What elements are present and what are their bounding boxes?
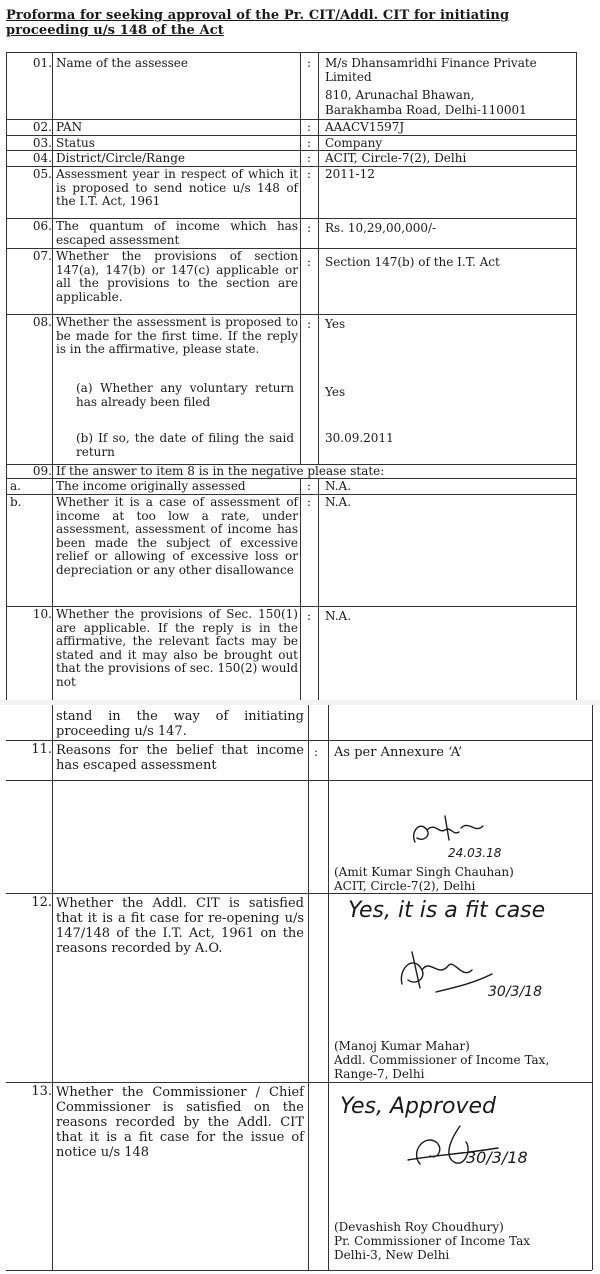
item-number: 10. bbox=[32, 607, 52, 621]
item-number: 02. bbox=[32, 120, 52, 134]
table-rule bbox=[6, 1082, 592, 1083]
table-rule bbox=[6, 1270, 592, 1271]
item-number: 05. bbox=[32, 167, 52, 181]
answer-low-rate: N.A. bbox=[325, 495, 352, 509]
item-number: 11. bbox=[31, 742, 52, 757]
question-text: Whether the Addl. CIT is satisfied that it is a fit case for re-opening u/s 147/148 of the I.T. Act, 1961 on the reasons recorded by A.O. bbox=[56, 896, 304, 956]
answer-reasons: As per Annexure ‘A’ bbox=[334, 745, 463, 760]
question-text: Reasons for the belief that income has escaped assessment bbox=[56, 743, 304, 773]
colon-separator: : bbox=[306, 609, 312, 623]
item-number: 03. bbox=[32, 136, 52, 150]
question-text: Whether it is a case of assessment of income at too low a rate, under assessment, assessment of income has been made the subject of excessive relief or allowing of excessive loss or depreciation or any other disallowance bbox=[56, 495, 298, 577]
answer-assessee-address: Barakhamba Road, Delhi-110001 bbox=[325, 103, 527, 117]
answer-circle: ACIT, Circle-7(2), Delhi bbox=[325, 151, 467, 165]
table-rule bbox=[6, 52, 577, 53]
sub-question-b: (b) If so, the date of filing the said return bbox=[76, 431, 294, 459]
answer-assessee-address: 810, Arunachal Bhawan, bbox=[325, 88, 475, 102]
colon-separator: : bbox=[306, 56, 312, 70]
table-rule bbox=[6, 893, 592, 894]
answer-first-time: Yes bbox=[325, 317, 346, 331]
answer-section: Section 147(b) of the I.T. Act bbox=[325, 255, 500, 269]
question-text: District/Circle/Range bbox=[56, 151, 186, 165]
colon-separator: : bbox=[306, 255, 312, 269]
officer-designation: Addl. Commissioner of Income Tax, bbox=[334, 1053, 550, 1067]
colon-separator: : bbox=[306, 317, 312, 331]
question-text: Whether the assessment is proposed to be made for the first time. If the reply is in the affirmative, please state. bbox=[56, 315, 298, 356]
page-break-gap bbox=[0, 700, 600, 705]
officer-place: Range-7, Delhi bbox=[334, 1067, 425, 1081]
page-title: Proforma for seeking approval of the Pr. CIT/Addl. CIT for initiating proceeding u/s 148 of the Act bbox=[6, 8, 510, 38]
question-text-continued: stand in the way of initiating proceeding u/s 147. bbox=[56, 709, 304, 739]
sub-question-a: (a) Whether any voluntary return has already been filed bbox=[76, 381, 294, 409]
question-text: Whether the Commissioner / Chief Commissioner is satisfied on the reasons recorded by the Addl. CIT that it is a fit case for the issue of notice u/s 148 bbox=[56, 1085, 304, 1160]
officer-designation: Pr. Commissioner of Income Tax bbox=[334, 1234, 531, 1248]
colon-separator: : bbox=[306, 221, 312, 235]
item-letter: b. bbox=[10, 495, 22, 509]
colon-separator: : bbox=[306, 167, 312, 181]
signature-addl-cit bbox=[392, 944, 502, 1000]
colon-separator: : bbox=[306, 136, 312, 150]
item-number: 13. bbox=[31, 1084, 52, 1099]
signature-date: 24.03.18 bbox=[448, 846, 502, 860]
answer-assessee-name: M/s Dhansamridhi Finance Private Limited bbox=[325, 56, 537, 84]
table-col-divider bbox=[300, 478, 301, 702]
officer-name: (Amit Kumar Singh Chauhan) bbox=[334, 865, 514, 879]
answer-sec-150: N.A. bbox=[325, 609, 352, 623]
answer-escaped-income: Rs. 10,29,00,000/- bbox=[325, 221, 437, 235]
answer-return-date: 30.09.2011 bbox=[325, 431, 394, 445]
table-col-divider bbox=[318, 52, 319, 464]
item-number: 09. bbox=[32, 464, 52, 478]
table-col-divider bbox=[52, 705, 53, 1270]
officer-name: (Devashish Roy Choudhury) bbox=[334, 1220, 504, 1234]
officer-name: (Manoj Kumar Mahar) bbox=[334, 1039, 470, 1053]
colon-separator: : bbox=[306, 151, 312, 165]
colon-separator: : bbox=[313, 745, 319, 759]
question-text: If the answer to item 8 is in the negative please state: bbox=[56, 464, 385, 478]
table-rule bbox=[6, 119, 577, 120]
colon-separator: : bbox=[306, 479, 312, 493]
answer-assessment-year: 2011-12 bbox=[325, 167, 375, 181]
question-text: Assessment year in respect of which it is proposed to send notice u/s 148 of the I.T. Act, 1961 bbox=[56, 167, 298, 208]
colon-separator: : bbox=[306, 120, 312, 134]
table-border-right bbox=[592, 705, 593, 1270]
answer-pan: AAACV1597J bbox=[325, 120, 405, 134]
answer-income-assessed: N.A. bbox=[325, 479, 352, 493]
question-text: Name of the assessee bbox=[56, 56, 188, 70]
table-col-divider bbox=[318, 478, 319, 702]
item-number: 07. bbox=[32, 249, 52, 263]
answer-status: Company bbox=[325, 136, 383, 150]
signature-date: 30/3/18 bbox=[488, 984, 542, 1000]
answer-voluntary-return: Yes bbox=[325, 385, 346, 399]
table-col-divider bbox=[300, 52, 301, 464]
question-text: Whether the provisions of section 147(a), 147(b) or 147(c) applicable or all the provisions to the section are applicable. bbox=[56, 249, 298, 304]
item-number: 06. bbox=[32, 219, 52, 233]
officer-place: Delhi-3, New Delhi bbox=[334, 1248, 450, 1262]
table-rule bbox=[6, 780, 592, 781]
item-letter: a. bbox=[10, 479, 21, 493]
item-number: 12. bbox=[31, 895, 52, 910]
question-text: Status bbox=[56, 136, 95, 150]
item-number: 01. bbox=[32, 56, 52, 70]
item-number: 04. bbox=[32, 151, 52, 165]
item-number: 08. bbox=[32, 315, 52, 329]
colon-separator: : bbox=[306, 495, 312, 509]
question-text: The quantum of income which has escaped assessment bbox=[56, 219, 298, 247]
handwritten-remark: Yes, it is a fit case bbox=[348, 898, 546, 923]
table-col-divider bbox=[328, 705, 329, 1270]
officer-designation: ACIT, Circle-7(2), Delhi bbox=[334, 879, 476, 893]
question-text: The income originally assessed bbox=[56, 479, 246, 493]
table-col-divider bbox=[308, 705, 309, 1270]
question-text: PAN bbox=[56, 120, 83, 134]
handwritten-remark: Yes, Approved bbox=[340, 1094, 497, 1119]
signature-date: 30/3/18 bbox=[466, 1148, 528, 1167]
question-text: Whether the provisions of Sec. 150(1) are applicable. If the reply is in the affirmative, the relevant facts may be stated and it may also be brought out that the provisions of sec. 150(2) would not bbox=[56, 607, 298, 689]
table-rule bbox=[6, 740, 592, 741]
